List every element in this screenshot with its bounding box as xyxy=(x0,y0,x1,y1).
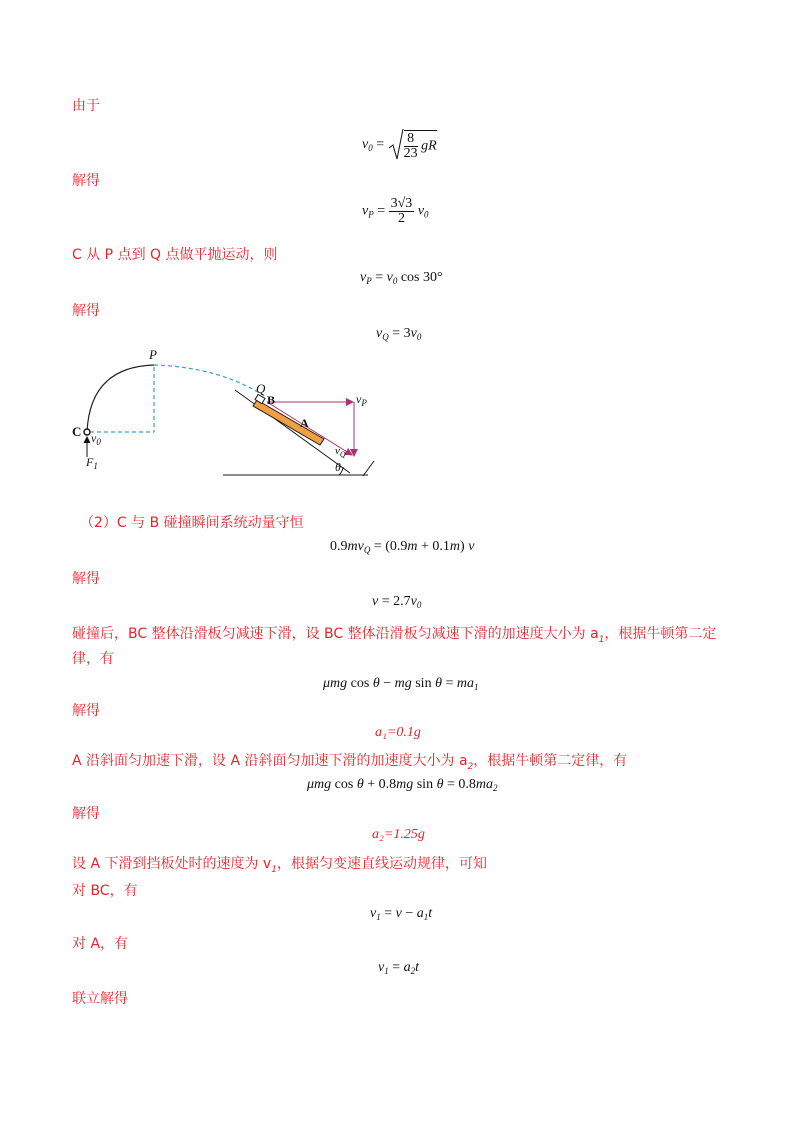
label-vP: $v_P$ xyxy=(356,392,367,408)
equation-v: $v = 2.7v_0$ xyxy=(372,594,422,610)
equation-a2: a₂=1.25g xyxy=(372,827,425,842)
label-A: A xyxy=(300,416,309,430)
text-after-collision-1: 碰撞后，BC 整体沿滑板匀减速下滑，设 BC 整体沿滑板匀减速下滑的加速度大小为 $a_1$，根据牛顿第二定 xyxy=(72,626,717,645)
equation-v1-a: $v_1 = a_2t$ xyxy=(378,960,420,976)
projectile-trajectory xyxy=(154,365,266,397)
label-vQ: $v_Q$ xyxy=(335,445,346,459)
physics-diagram xyxy=(60,345,390,485)
text-for-a: 对 A，有 xyxy=(72,936,129,952)
label-F1: $F_1$ xyxy=(86,455,98,471)
equation-vP-cos: $v_P = v_0$ cos 30° xyxy=(360,270,443,286)
text-part2: （2）C 与 B 碰撞瞬间系统动量守恒 xyxy=(80,515,304,531)
label-theta: θ xyxy=(335,460,341,474)
equation-a-dynamics: μmg cos θ + 0.8mg $\sin \theta = 0.8ma_2$ xyxy=(307,777,498,793)
equation-v0: $v_0$ = $\frac{8}{23}$ gR xyxy=(362,128,437,162)
circular-track-arc xyxy=(87,365,154,432)
text-v1-intro: 设 A 下滑到挡板处时的速度为 $v_1$，根据匀变速直线运动规律，可知 xyxy=(72,856,487,875)
sqrt-sign-icon xyxy=(388,128,404,162)
text-jiede-2: 解得 xyxy=(72,303,100,319)
equation-v1-bc: $v_1 = v - a_1t$ xyxy=(370,906,433,922)
text-jiede-5: 解得 xyxy=(72,806,100,822)
plank-A xyxy=(253,400,324,445)
text-jiede-1: 解得 xyxy=(72,173,100,189)
text-a-slide: A 沿斜面匀加速下滑，设 A 沿斜面匀加速下滑的加速度大小为 $a_2$，根据牛顿第二定律，有 xyxy=(72,753,628,772)
equation-bc-dynamics: μmg cos θ − mg $\sin \theta = ma_1$ xyxy=(323,676,479,692)
equation-momentum: $0.9mv_Q = (0.9m + 0.1m)$ v xyxy=(330,539,475,555)
text-youyu: 由于 xyxy=(72,98,100,114)
label-P: P xyxy=(149,347,157,362)
text-joint: 联立解得 xyxy=(72,991,128,1007)
label-v0: $v_0$ xyxy=(91,431,101,447)
equation-vP: $v_P$ = $\frac{3√3}{2}$ $v_0$ xyxy=(362,196,429,226)
label-C: C xyxy=(72,424,82,439)
text-for-bc: 对 BC，有 xyxy=(72,883,138,899)
text-jiede-4: 解得 xyxy=(72,703,100,719)
baffle-plate xyxy=(363,461,374,476)
point-C-marker xyxy=(84,429,90,435)
label-B: B xyxy=(267,393,276,407)
equation-vQ: $v_Q = 3v_0$ xyxy=(376,326,422,342)
text-jiede-3: 解得 xyxy=(72,571,100,587)
text-c-motion: C 从 P 点到 Q 点做平抛运动，则 xyxy=(72,247,278,263)
label-Q: Q xyxy=(256,381,266,396)
equation-a1: a₁=0.1g xyxy=(375,725,421,740)
text-after-collision-2: 律，有 xyxy=(72,651,114,667)
